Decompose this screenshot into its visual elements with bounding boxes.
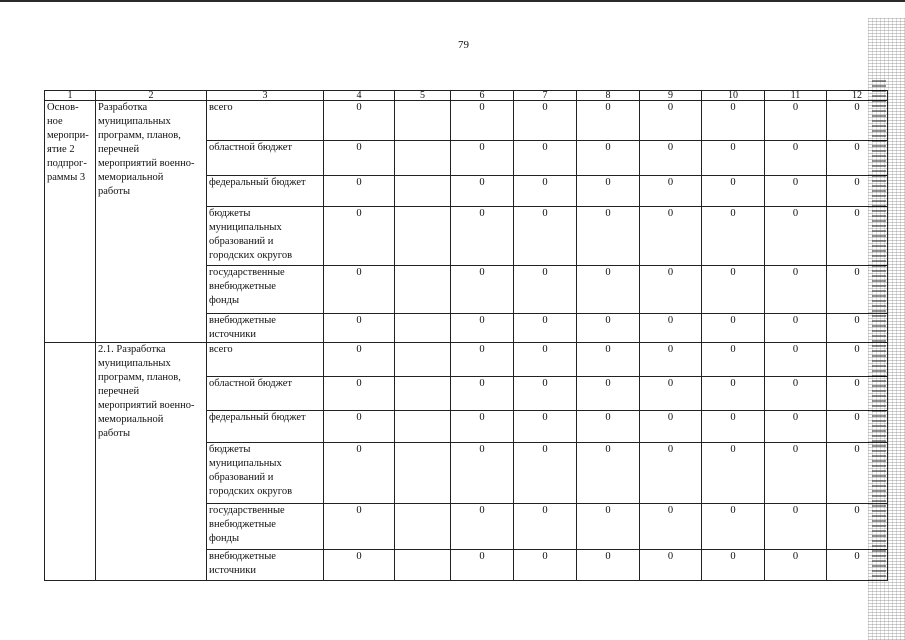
value-cell: 0 [577,207,640,266]
value-cell [395,207,451,266]
value-cell: 0 [765,504,827,550]
funding-source-cell: областной бюджет [207,141,324,176]
value-cell: 0 [702,176,765,207]
value-cell: 0 [765,343,827,377]
value-cell: 0 [577,314,640,343]
value-cell: 0 [702,314,765,343]
funding-source-cell: бюджеты муниципальных образований и городских округов [207,207,324,266]
budget-table [44,90,888,581]
value-cell: 0 [827,176,888,207]
value-cell: 0 [640,101,702,141]
column-number-cell: 11 [765,91,827,101]
value-cell: 0 [827,411,888,443]
value-cell: 0 [514,266,577,314]
value-cell: 0 [324,101,395,141]
value-cell: 0 [702,504,765,550]
value-cell: 0 [765,141,827,176]
value-cell: 0 [827,343,888,377]
table-row [45,101,888,141]
value-cell [395,314,451,343]
value-cell: 0 [827,550,888,581]
value-cell: 0 [827,314,888,343]
value-cell: 0 [577,550,640,581]
column-number-cell: 4 [324,91,395,101]
page-number: 79 [458,39,469,51]
value-cell: 0 [765,101,827,141]
funding-source-cell: всего [207,343,324,377]
value-cell: 0 [577,101,640,141]
value-cell: 0 [702,411,765,443]
value-cell: 0 [451,377,514,411]
value-cell: 0 [514,176,577,207]
value-cell: 0 [514,377,577,411]
value-cell: 0 [577,377,640,411]
value-cell: 0 [324,377,395,411]
value-cell: 0 [702,443,765,504]
value-cell: 0 [640,550,702,581]
value-cell: 0 [640,377,702,411]
column-number-cell: 10 [702,91,765,101]
value-cell: 0 [324,343,395,377]
value-cell: 0 [324,141,395,176]
scan-top-border [0,0,905,2]
value-cell: 0 [640,266,702,314]
value-cell: 0 [765,377,827,411]
value-cell: 0 [702,377,765,411]
value-cell: 0 [702,266,765,314]
funding-source-cell: государственные внебюджетные фонды [207,266,324,314]
value-cell [395,101,451,141]
value-cell: 0 [514,343,577,377]
value-cell: 0 [324,176,395,207]
value-cell: 0 [514,411,577,443]
value-cell: 0 [577,176,640,207]
value-cell: 0 [514,504,577,550]
value-cell: 0 [577,141,640,176]
value-cell [395,343,451,377]
value-cell: 0 [324,314,395,343]
value-cell: 0 [640,141,702,176]
funding-source-cell: федеральный бюджет [207,411,324,443]
value-cell: 0 [451,266,514,314]
value-cell: 0 [765,266,827,314]
value-cell: 0 [577,504,640,550]
measure-code-cell: Основ- ное меропри- ятие 2 подпрог- раммы 3 [45,101,96,343]
value-cell: 0 [451,411,514,443]
value-cell: 0 [451,101,514,141]
value-cell: 0 [577,266,640,314]
value-cell: 0 [827,141,888,176]
column-number-cell: 7 [514,91,577,101]
value-cell [395,411,451,443]
column-number-cell: 3 [207,91,324,101]
value-cell: 0 [765,550,827,581]
value-cell: 0 [324,266,395,314]
column-number-cell: 1 [45,91,96,101]
funding-source-cell: государственные внебюджетные фонды [207,504,324,550]
value-cell: 0 [765,314,827,343]
funding-source-cell: бюджеты муниципальных образований и городских округов [207,443,324,504]
header-row [45,91,888,101]
value-cell: 0 [765,443,827,504]
value-cell: 0 [827,377,888,411]
value-cell: 0 [514,443,577,504]
value-cell: 0 [702,343,765,377]
value-cell: 0 [640,314,702,343]
value-cell: 0 [640,443,702,504]
value-cell: 0 [514,550,577,581]
value-cell: 0 [324,550,395,581]
column-number-cell: 12 [827,91,888,101]
value-cell: 0 [451,343,514,377]
value-cell: 0 [451,443,514,504]
value-cell: 0 [451,314,514,343]
value-cell: 0 [514,314,577,343]
funding-source-cell: областной бюджет [207,377,324,411]
value-cell: 0 [514,207,577,266]
measure-name-cell: Разработка муниципальных программ, планов, перечней мероприятий военно- мемориальной работы [96,101,207,343]
value-cell: 0 [577,443,640,504]
value-cell: 0 [640,207,702,266]
value-cell [395,176,451,207]
value-cell: 0 [702,141,765,176]
column-number-cell: 6 [451,91,514,101]
column-number-cell: 2 [96,91,207,101]
value-cell: 0 [765,207,827,266]
value-cell: 0 [640,343,702,377]
value-cell: 0 [640,176,702,207]
measure-name-cell: 2.1. Разработка муниципальных программ, планов, перечней мероприятий военно- мемориальной работы [96,343,207,581]
value-cell: 0 [577,343,640,377]
value-cell: 0 [451,176,514,207]
value-cell: 0 [827,101,888,141]
value-cell: 0 [702,207,765,266]
funding-source-cell: внебюджетные источники [207,314,324,343]
value-cell: 0 [451,550,514,581]
value-cell: 0 [765,411,827,443]
value-cell [395,504,451,550]
measure-code-cell [45,343,96,581]
value-cell: 0 [640,411,702,443]
value-cell: 0 [451,504,514,550]
value-cell: 0 [827,443,888,504]
value-cell: 0 [827,266,888,314]
value-cell: 0 [827,504,888,550]
column-number-cell: 8 [577,91,640,101]
value-cell: 0 [514,141,577,176]
value-cell [395,550,451,581]
value-cell: 0 [765,176,827,207]
value-cell: 0 [577,411,640,443]
table-row [45,343,888,377]
value-cell: 0 [324,504,395,550]
value-cell: 0 [702,101,765,141]
column-number-cell: 5 [395,91,451,101]
value-cell: 0 [514,101,577,141]
value-cell: 0 [324,443,395,504]
value-cell: 0 [324,411,395,443]
value-cell [395,141,451,176]
column-number-cell: 9 [640,91,702,101]
value-cell: 0 [451,207,514,266]
value-cell: 0 [702,550,765,581]
funding-source-cell: всего [207,101,324,141]
value-cell: 0 [827,207,888,266]
funding-source-cell: внебюджетные источники [207,550,324,581]
value-cell [395,443,451,504]
funding-source-cell: федеральный бюджет [207,176,324,207]
value-cell [395,266,451,314]
value-cell: 0 [324,207,395,266]
value-cell [395,377,451,411]
scan-edge-noise-dark [872,80,886,580]
value-cell: 0 [451,141,514,176]
value-cell: 0 [640,504,702,550]
